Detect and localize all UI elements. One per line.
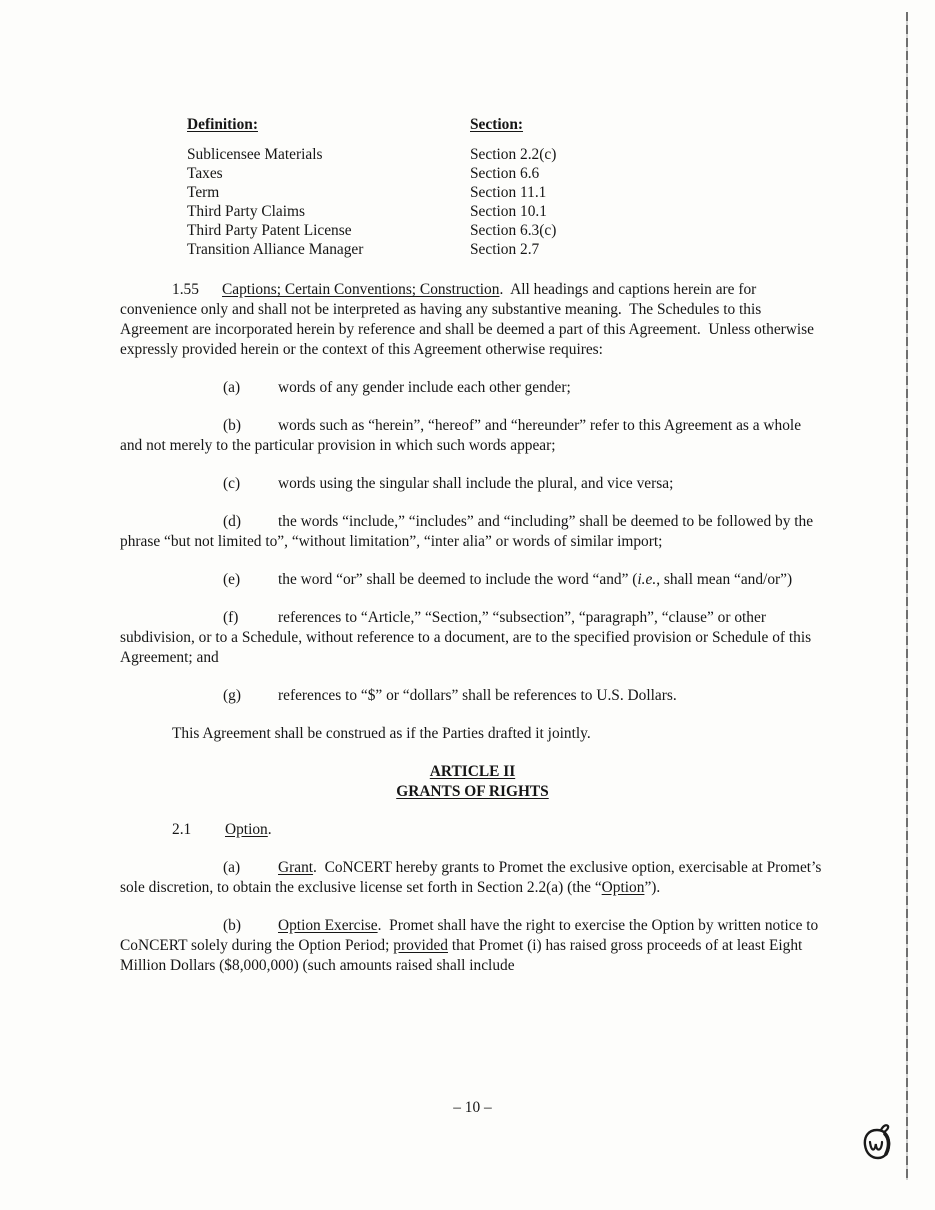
item-label: (a) [223,379,241,396]
section-heading: Option [225,821,268,838]
closing-text: This Agreement shall be construed as if the Parties drafted it jointly. [172,725,591,742]
definition-term: Taxes [187,165,223,182]
section-reference: Section 6.6 [470,165,540,182]
table-row [187,221,825,240]
definition-term: Third Party Patent License [187,222,352,239]
item-text: references to “Article,” “Section,” “subsection”, “paragraph”, “clause” or other subdivision, or to a Schedule, without reference to a document, are to the specified provision or Schedule of this Agreement; and [120,609,815,666]
section-number: 1.55 [172,281,199,298]
table-row [187,202,825,221]
item-label: (g) [223,687,241,704]
item-text: . Promet shall have the right to exercise the Option by written notice to CoNCERT solely during the Option Period; [120,917,823,954]
list-item-a [120,378,825,398]
section-body: . All headings and captions herein are for convenience only and shall not be interpreted as having any substantive meaning. The Schedules to this Agreement are incorporated herein by reference and shall be deemed a part of this Agreement. Unless otherwise expressly provided herein or the context of this Agreement otherwise requires: [120,281,818,358]
item-label: (a) [223,859,241,876]
paragraph-2-1 [120,820,825,840]
definitions-table [187,115,825,259]
definition-term: Third Party Claims [187,203,305,220]
handwritten-mark [856,1119,900,1167]
definition-term: Transition Alliance Manager [187,241,364,258]
defined-term: Option [601,879,645,896]
paragraph-2-1-a [120,858,825,898]
section-number: 2.1 [172,821,192,838]
section-reference: Section 11.1 [470,184,547,201]
item-label: (c) [223,475,241,492]
definition-column-header: Definition: [187,116,258,133]
scan-artifact-line [906,12,908,1180]
definition-term: Sublicensee Materials [187,146,323,163]
item-heading: Grant [278,859,314,876]
item-text: references to “$” or “dollars” shall be references to U.S. Dollars. [278,687,677,704]
item-text: words such as “herein”, “hereof” and “hereunder” refer to this Agreement as a whole and not merely to the particular provision in which such words appear; [120,417,805,454]
list-item-f [120,608,825,668]
definitions-table-header [187,115,825,134]
item-text: . CoNCERT hereby grants to Promet the exclusive option, exercisable at Promet’s sole discretion, to obtain the exclusive license set forth in Section 2.2(a) (the “ [120,859,826,896]
table-row [187,240,825,259]
definition-term: Term [187,184,220,201]
item-heading: Option Exercise [278,917,378,934]
paragraph-1-55 [120,280,825,360]
article-ii-heading [120,762,825,802]
emphasized-word: provided [393,937,448,954]
section-heading: Captions; Certain Conventions; Construction [222,281,500,298]
section-reference: Section 2.2(c) [470,146,557,163]
list-item-g [120,686,825,706]
item-text: ”). [644,879,661,896]
item-label: (e) [223,571,241,588]
item-label: (d) [223,513,241,530]
page-number: – 10 – [453,1099,492,1116]
item-text: the word “or” shall be deemed to include the word “and” ( [278,571,638,588]
paragraph-2-1-b [120,916,825,976]
section-reference: Section 6.3(c) [470,222,557,239]
section-heading-period: . [267,821,272,838]
list-item-e [120,570,825,590]
list-item-d [120,512,825,552]
list-item-c [120,474,825,494]
item-text: words using the singular shall include the plural, and vice versa; [278,475,674,492]
item-text: , shall mean “and/or”) [656,571,793,588]
section-reference: Section 10.1 [470,203,547,220]
closing-sentence [120,724,825,744]
section-reference: Section 2.7 [470,241,540,258]
table-row [187,164,825,183]
item-text: words of any gender include each other gender; [278,379,571,396]
section-column-header: Section: [470,116,524,133]
item-text: the words “include,” “includes” and “including” shall be deemed to be followed by the phrase “but not limited to”, “without limitation”, “inter alia” or words of similar import; [120,513,817,550]
table-row [187,145,825,164]
page-content [120,0,825,994]
article-title: ARTICLE II [429,763,516,780]
item-label: (f) [223,609,239,626]
list-item-b [120,416,825,456]
item-text: that Promet (i) has raised gross proceeds of at least Eight Million Dollars ($8,000,000) (such amounts raised shall include [120,937,807,974]
item-label: (b) [223,417,241,434]
item-text-italic: i.e. [637,571,657,588]
article-subtitle: GRANTS OF RIGHTS [396,783,549,800]
table-row [187,183,825,202]
item-label: (b) [223,917,241,934]
